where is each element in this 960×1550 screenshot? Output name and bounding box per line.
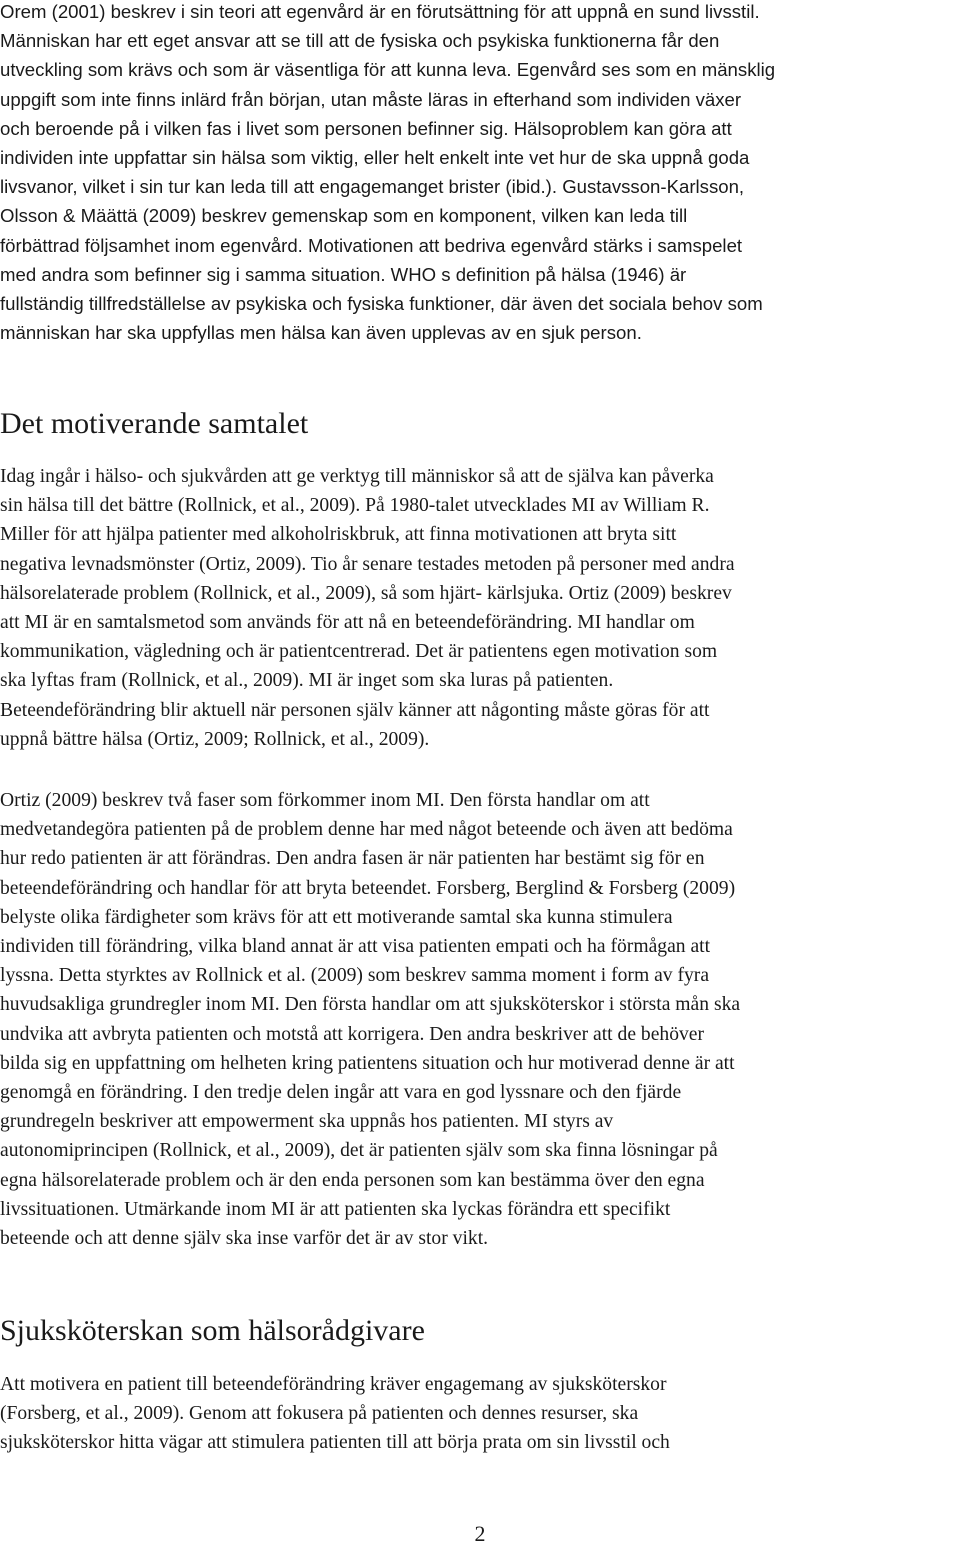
paragraph-line: lyssna. Detta styrktes av Rollnick et al. (2009) som beskrev samma moment i form av fyra <box>0 965 710 987</box>
paragraph-line: (Forsberg, et al., 2009). Genom att fokusera på patienten och dennes resurser, ska <box>0 1403 639 1425</box>
paragraph-line: uppgift som inte finns inlärd från början, utan måste läras in efterhand som individen växer <box>0 88 742 110</box>
paragraph-egenvard <box>0 0 960 347</box>
paragraph-line: livsvanor, vilket i sin tur kan leda till att engagemanget brister (ibid.). Gustavsson-Karlsson, <box>0 176 745 198</box>
paragraph-line: undvika att avbryta patienten och motstå att korrigera. Den andra beskriver att de behöver <box>0 1023 705 1045</box>
paragraph-line: sin hälsa till det bättre (Rollnick, et al., 2009). På 1980-talet utvecklades MI av William R. <box>0 495 710 517</box>
paragraph-line: Idag ingår i hälso- och sjukvården att ge verktyg till människor så att de själva kan påverka <box>0 466 714 487</box>
paragraph-line: Olsson & Määttä (2009) beskrev gemenskap som en komponent, vilken kan leda till <box>0 205 688 227</box>
paragraph-line: människan har ska uppfyllas men hälsa kan även upplevas av en sjuk person. <box>0 322 642 344</box>
paragraph-line: utveckling som krävs och som är väsentliga för att kunna leva. Egenvård ses som en mänsklig <box>0 59 776 81</box>
paragraph-line: hälsorelaterade problem (Rollnick, et al., 2009), så som hjärt- kärlsjuka. Ortiz (2009) beskrev <box>0 582 732 604</box>
paragraph-line: Människan har ett eget ansvar att se till att de fysiska och psykiska funktionerna får den <box>0 30 720 52</box>
paragraph-line: med andra som befinner sig i samma situation. WHO s definition på hälsa (1946) är <box>0 263 687 285</box>
paragraph-line: uppnå bättre hälsa (Ortiz, 2009; Rollnick, et al., 2009). <box>0 728 430 750</box>
paragraph-line: Beteendeförändring blir aktuell när personen själv känner att någonting måste göras för att <box>0 699 710 721</box>
paragraph-line: Miller för att hjälpa patienter med alkoholriskbruk, att finna motivationen att bryta sitt <box>0 524 677 546</box>
paragraph-line: egna hälsorelaterade problem och är den enda personen som kan bestämma över den egna <box>0 1169 705 1191</box>
paragraph-line: bilda sig en uppfattning om helheten kring patientens situation och hur motiverad denne är att <box>0 1052 735 1074</box>
paragraph-mi-intro <box>0 462 960 754</box>
paragraph-line: grundregeln beskriver att empowerment ska uppnås hos patienten. MI styrs av <box>0 1111 614 1133</box>
paragraph-line: sjuksköterskor hitta vägar att stimulera patienten till att börja prata om sin livsstil och <box>0 1432 670 1454</box>
paragraph-line: livssituationen. Utmärkande inom MI är att patienten ska lyckas förändra ett specifikt <box>0 1198 671 1220</box>
paragraph-line: ska lyftas fram (Rollnick, et al., 2009). MI är inget som ska luras på patienten. <box>0 670 614 692</box>
paragraph-line: huvudsakliga grundregler inom MI. Den första handlar om att sjuksköterskor i största mån ska <box>0 994 741 1016</box>
paragraph-line: och beroende på i vilken fas i livet som personen befinner sig. Hälsoproblem kan göra att <box>0 117 732 139</box>
paragraph-line: beteendeförändring och handlar för att bryta beteendet. Forsberg, Berglind & Forsberg (2009) <box>0 877 736 899</box>
paragraph-line: individen inte uppfattar sin hälsa som viktig, eller helt enkelt inte vet hur de ska uppnå goda <box>0 147 750 169</box>
paragraph-line: genomgå en förändring. I den tredje delen ingår att vara en god lyssnare och den fjärde <box>0 1082 682 1104</box>
paragraph-line: negativa levnadsmönster (Ortiz, 2009). Tio år senare testades metoden på personer med andra <box>0 553 735 575</box>
page-number: 2 <box>474 1521 486 1546</box>
paragraph-halsoradgivare <box>0 1370 960 1458</box>
paragraph-line: förbättrad följsamhet inom egenvård. Motivationen att bedriva egenvård stärks i samspelet <box>0 234 743 256</box>
section-heading-halsoradgivare: Sjuksköterskan som hälsorådgivare <box>0 1314 425 1347</box>
paragraph-line: autonomiprincipen (Rollnick, et al., 2009), det är patienten själv som ska finna lösningar på <box>0 1140 718 1162</box>
paragraph-line: kommunikation, vägledning och är patientcentrerad. Det är patientens egen motivation som <box>0 641 718 663</box>
paragraph-line: belyste olika färdigheter som krävs för att ett motiverande samtal ska kunna stimulera <box>0 906 673 928</box>
paragraph-line: beteende och att denne själv ska inse varför det är av stor vikt. <box>0 1228 489 1250</box>
paragraph-line: Ortiz (2009) beskrev två faser som förkommer inom MI. Den första handlar om att <box>0 790 650 811</box>
paragraph-line: att MI är en samtalsmetod som används för att nå en beteendeförändring. MI handlar om <box>0 612 695 634</box>
paragraph-line: Att motivera en patient till beteendeförändring kräver engagemang av sjuksköterskor <box>0 1374 667 1395</box>
paragraph-line: individen till förändring, vilka bland annat är att visa patienten empati och ha förmågan att <box>0 936 711 958</box>
paragraph-line: medvetandegöra patienten på de problem denne har med något beteende och även att bedöma <box>0 819 733 841</box>
paragraph-line: hur redo patienten är att förändras. Den andra fasen är när patienten har bestämt sig för en <box>0 848 705 870</box>
paragraph-line: fullständig tillfredställelse av psykiska och fysiska funktioner, där även det sociala behov som <box>0 293 763 315</box>
paragraph-mi-phases <box>0 786 960 1253</box>
paragraph-line: Orem (2001) beskrev i sin teori att egenvård är en förutsättning för att uppnå en sund livsstil. <box>0 1 760 22</box>
section-heading-motiverande-samtalet: Det motiverande samtalet <box>0 407 309 440</box>
